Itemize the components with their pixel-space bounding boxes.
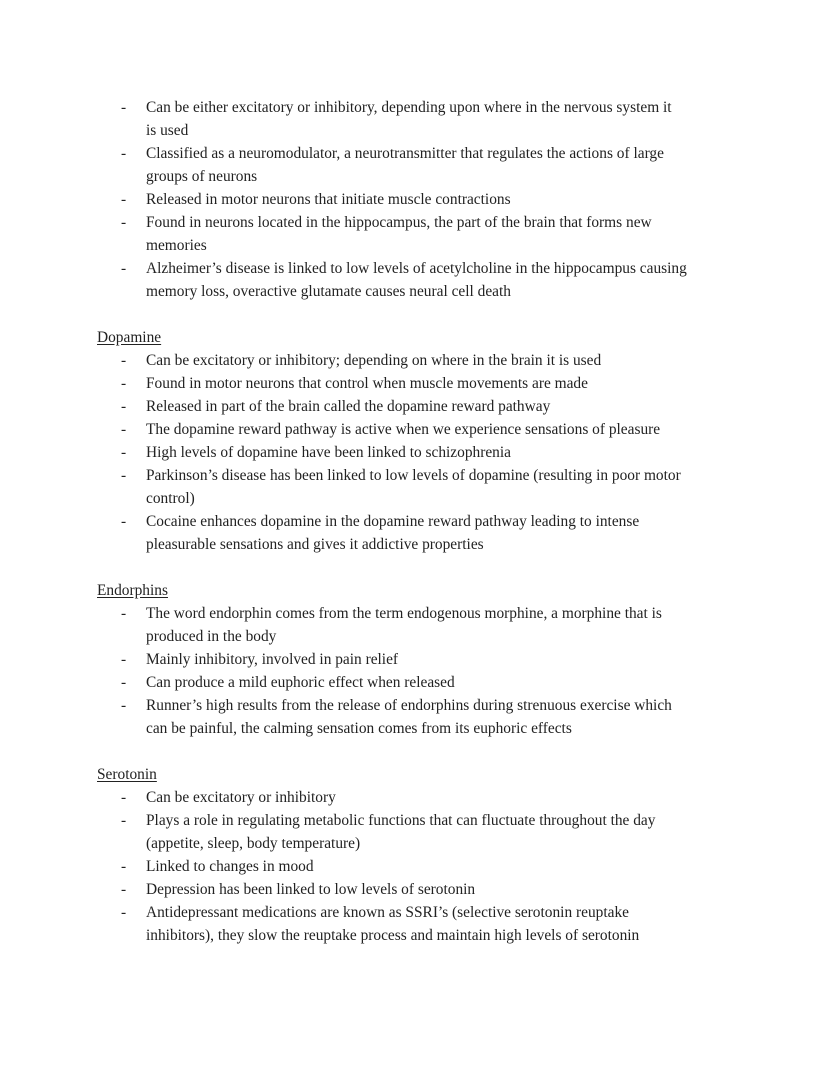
bullet-dash: - [121, 605, 127, 622]
bullet-text-line: Antidepressant medications are known as SSRI’s (selective serotonin reuptake [146, 904, 629, 921]
bullet-item [97, 786, 737, 809]
section-heading: Dopamine [97, 329, 162, 346]
bullet-text [146, 395, 726, 418]
bullet-text [146, 809, 726, 855]
bullet-text [146, 441, 726, 464]
bullet-text [146, 211, 726, 257]
bullet-dash: - [121, 444, 127, 461]
bullet-dash: - [121, 513, 127, 530]
bullet-text-line: produced in the body [146, 628, 277, 645]
bullet-text [146, 372, 726, 395]
section-dopamine [97, 326, 737, 556]
bullet-item [97, 648, 737, 671]
bullet-dash: - [121, 904, 127, 921]
bullet-list [97, 96, 737, 303]
bullet-text [146, 694, 726, 740]
bullet-text-line: groups of neurons [146, 168, 258, 185]
bullet-text-line: memories [146, 237, 207, 254]
bullet-text-line: Cocaine enhances dopamine in the dopamine reward pathway leading to intense [146, 513, 640, 530]
bullet-text [146, 349, 726, 372]
bullet-dash: - [121, 467, 127, 484]
bullet-dash: - [121, 812, 127, 829]
bullet-text [146, 142, 726, 188]
bullet-item [97, 855, 737, 878]
bullet-item [97, 809, 737, 855]
bullet-text-line: can be painful, the calming sensation comes from its euphoric effects [146, 720, 572, 737]
bullet-dash: - [121, 260, 127, 277]
bullet-text-line: Depression has been linked to low levels of serotonin [146, 881, 476, 898]
bullet-text-line: Classified as a neuromodulator, a neurotransmitter that regulates the actions of large [146, 145, 664, 162]
bullet-text-line: High levels of dopamine have been linked to schizophrenia [146, 444, 511, 461]
bullet-text [146, 464, 726, 510]
bullet-text [146, 786, 726, 809]
bullet-item [97, 257, 737, 303]
document-body [97, 96, 737, 947]
bullet-text-line: control) [146, 490, 195, 507]
bullet-dash: - [121, 651, 127, 668]
bullet-item [97, 96, 737, 142]
bullet-item [97, 694, 737, 740]
bullet-text [146, 878, 726, 901]
bullet-dash: - [121, 398, 127, 415]
bullet-item [97, 395, 737, 418]
section-intro [97, 96, 737, 303]
bullet-text-line: Linked to changes in mood [146, 858, 314, 875]
bullet-item [97, 142, 737, 188]
bullet-dash: - [121, 789, 127, 806]
bullet-text-line: is used [146, 122, 189, 139]
bullet-text-line: Mainly inhibitory, involved in pain relief [146, 651, 399, 668]
bullet-dash: - [121, 145, 127, 162]
bullet-dash: - [121, 421, 127, 438]
section-endorphins [97, 579, 737, 740]
bullet-item [97, 901, 737, 947]
bullet-text-line: Released in part of the brain called the dopamine reward pathway [146, 398, 551, 415]
section-serotonin [97, 763, 737, 947]
bullet-text [146, 855, 726, 878]
bullet-text-line: Can be either excitatory or inhibitory, depending upon where in the nervous system it [146, 99, 672, 116]
bullet-text-line: Can be excitatory or inhibitory; depending on where in the brain it is used [146, 352, 602, 369]
bullet-text [146, 188, 726, 211]
bullet-text-line: (appetite, sleep, body temperature) [146, 835, 361, 852]
bullet-text-line: Plays a role in regulating metabolic functions that can fluctuate throughout the day [146, 812, 656, 829]
bullet-list [97, 602, 737, 740]
bullet-item [97, 349, 737, 372]
bullet-dash: - [121, 858, 127, 875]
bullet-item [97, 211, 737, 257]
bullet-list [97, 349, 737, 556]
bullet-item [97, 372, 737, 395]
bullet-dash: - [121, 352, 127, 369]
bullet-text-line: Parkinson’s disease has been linked to low levels of dopamine (resulting in poor motor [146, 467, 681, 484]
bullet-text [146, 96, 726, 142]
bullet-text-line: Found in motor neurons that control when muscle movements are made [146, 375, 588, 392]
bullet-text [146, 418, 726, 441]
section-heading: Serotonin [97, 766, 157, 783]
bullet-text-line: inhibitors), they slow the reuptake process and maintain high levels of serotonin [146, 927, 640, 944]
bullet-list [97, 786, 737, 947]
bullet-text-line: Can be excitatory or inhibitory [146, 789, 336, 806]
bullet-text [146, 257, 726, 303]
bullet-item [97, 878, 737, 901]
bullet-item [97, 671, 737, 694]
bullet-text-line: Can produce a mild euphoric effect when released [146, 674, 455, 691]
bullet-item [97, 441, 737, 464]
bullet-dash: - [121, 191, 127, 208]
bullet-text-line: pleasurable sensations and gives it addictive properties [146, 536, 484, 553]
bullet-dash: - [121, 375, 127, 392]
bullet-text-line: Released in motor neurons that initiate muscle contractions [146, 191, 511, 208]
bullet-dash: - [121, 881, 127, 898]
bullet-text-line: Runner’s high results from the release of endorphins during strenuous exercise which [146, 697, 672, 714]
section-heading: Endorphins [97, 582, 168, 599]
bullet-dash: - [121, 99, 127, 116]
bullet-dash: - [121, 674, 127, 691]
bullet-text-line: The word endorphin comes from the term endogenous morphine, a morphine that is [146, 605, 662, 622]
bullet-text-line: Alzheimer’s disease is linked to low levels of acetylcholine in the hippocampus causing [146, 260, 687, 277]
bullet-item [97, 510, 737, 556]
bullet-text-line: Found in neurons located in the hippocampus, the part of the brain that forms new [146, 214, 652, 231]
bullet-item [97, 464, 737, 510]
bullet-text [146, 602, 726, 648]
bullet-text-line: The dopamine reward pathway is active when we experience sensations of pleasure [146, 421, 661, 438]
bullet-text-line: memory loss, overactive glutamate causes neural cell death [146, 283, 511, 300]
bullet-item [97, 418, 737, 441]
bullet-text [146, 671, 726, 694]
bullet-dash: - [121, 697, 127, 714]
bullet-dash: - [121, 214, 127, 231]
bullet-text [146, 901, 726, 947]
bullet-text [146, 510, 726, 556]
bullet-item [97, 188, 737, 211]
bullet-item [97, 602, 737, 648]
bullet-text [146, 648, 726, 671]
